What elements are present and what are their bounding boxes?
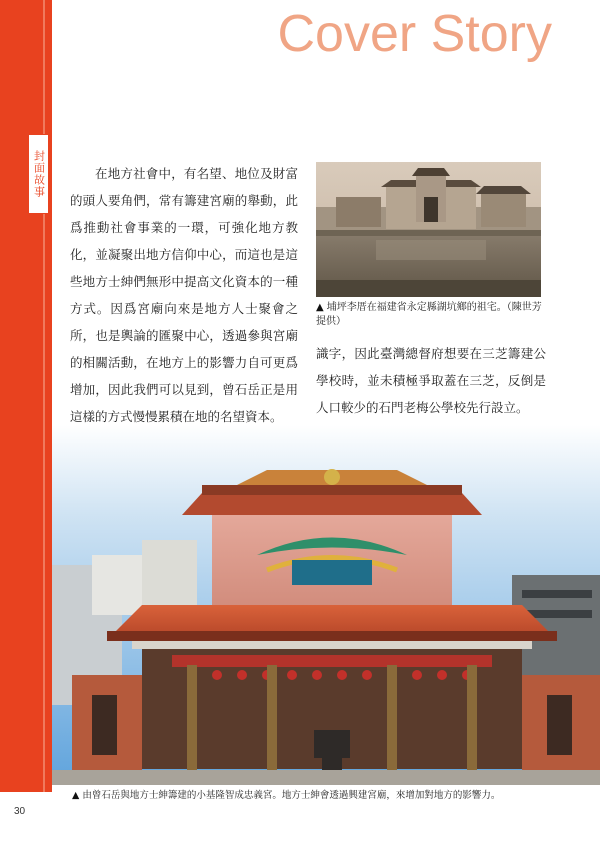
caption-text: 由曾石岳與地方士紳籌建的小基隆智成忠義宮。地方士紳會透過興建宮廟，來增加對地方的影響力。 — [82, 790, 501, 801]
paragraph: 在地方社會中，有名望、地位及財富的頭人要角們，常有籌建宮廟的舉動，此爲推動社會事業的一環，可強化地方教化，並凝聚出地方信仰中心，而這也是這些地方士紳們無形中提高文化資本的一種方式。因爲宮廟向來是地方人士聚會之所，也是輿論的匯聚中心，透過參與宮廟的相關活動，在地方上的影響力自可更爲增加，因此我們可以見到，曾石岳正是用這樣的方式慢慢累積在地的名望資本。 — [70, 166, 298, 424]
paragraph: 識字，因此臺灣總督府想要在三芝籌建公學校時，並未積極爭取蓋在三芝，反倒是人口較少的石門老梅公學校先行設立。 — [316, 346, 546, 415]
page-number: 30 — [14, 806, 26, 817]
figure-caption-small — [316, 301, 548, 329]
temple-photo — [52, 425, 600, 785]
page-title: Cover Story — [277, 5, 552, 63]
figure-caption-big — [72, 789, 592, 802]
historic-house-photo — [316, 162, 541, 297]
section-tab: 封面故事 — [28, 134, 48, 214]
historic-house-illustration — [316, 162, 541, 297]
triangle-marker-icon: ▲ — [316, 302, 324, 313]
caption-text: 埔坪李厝在福建省永定縣湖坑鄉的祖宅。（陳世芳提供） — [316, 302, 542, 327]
article-column-right — [316, 340, 546, 421]
temple-illustration — [52, 425, 600, 785]
triangle-marker-icon: ▲ — [72, 790, 80, 801]
left-bar-stripe — [43, 0, 45, 848]
page-number-corner — [0, 792, 66, 848]
